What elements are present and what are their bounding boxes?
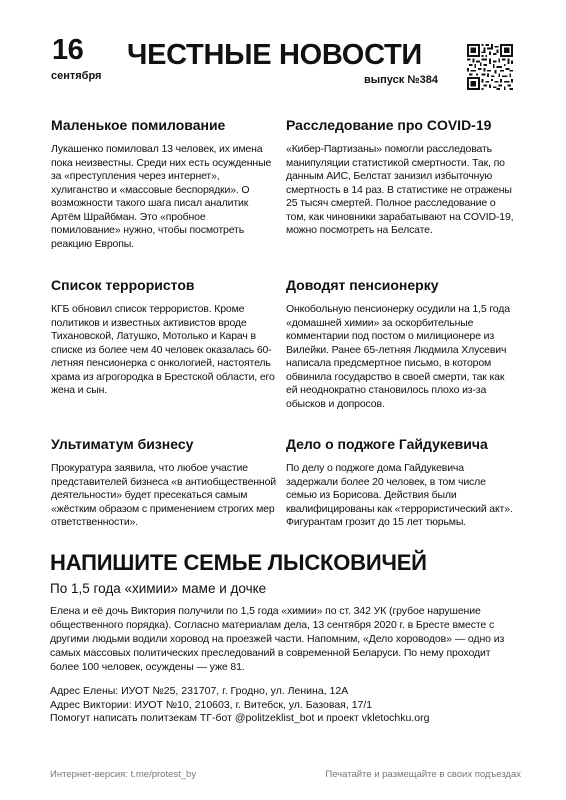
article-title: Список террористов	[51, 277, 195, 293]
article-pardon	[51, 117, 276, 251]
footer-web-link[interactable]: Интернет-версия: t.me/protest_by	[50, 769, 197, 780]
issue-month: сентября	[51, 70, 102, 82]
address-elena: Адрес Елены: ИУОТ №25, 231707, г. Гродно, ул. Ленина, 12А	[50, 685, 349, 697]
article-body: По делу о поджоге дома Гайдукевича задержали более 20 человек, в том числе семью из Борисова. Действия были квалифицированы как «террористический акт». Фигурантам грозит до 15 лет тюрьмы.	[286, 462, 513, 528]
qr-code-icon[interactable]	[467, 44, 513, 90]
article-body: Лукашенко помиловал 13 человек, их имена пока неизвестны. Среди них есть осужденные за «преступления через интернет», хулиганство и «массовые беспорядки». О возможности такого шага писал аналитик Артём Шрайбман. Это «пробное помилование» нужно, чтобы посмотреть реакцию Европы.	[51, 143, 272, 250]
feature-subtitle: По 1,5 года «химии» маме и дочке	[50, 581, 267, 596]
article-business-ultimatum	[51, 436, 276, 530]
article-title: Расследование про COVID-19	[286, 117, 492, 133]
article-title: Ультиматум бизнесу	[51, 436, 194, 452]
article-body: КГБ обновил список террористов. Кроме политиков и известных активистов вроде Тихановской, Латушко, Мотолько и Карач в списке из более чем 40 человек оказалась 60-летняя пенсионерка с онкологией, настоятель храма из агрогородка в Брестской области, его жена и сын.	[51, 303, 275, 396]
article-title: Доводят пенсионерку	[286, 277, 439, 293]
article-body: Онкобольную пенсионерку осудили на 1,5 года «домашней химии» за оскорбительные комментарии под постом о милиционере из Вилейки. Ранее 65-летняя Людмила Хлусевич написала предсмертное письмо, в котором обвинила государство в своей смерти, так как ей неоднократно становилось плохо из-за обысков и допросов.	[286, 303, 510, 410]
article-body: «Кибер-Партизаны» помогли расследовать манипуляции статистикой смертности. Так, по данным АИС, Белстат занизил избыточную смертность в 14 раз. В статистике не отражены 25 тысяч смертей. Полное расследование о том, как чиновники зарабатывают на COVID-19, можно посмотреть на Белсате.	[286, 143, 514, 236]
article-pensioner	[286, 277, 518, 411]
issue-number: выпуск №384	[364, 74, 438, 86]
article-terrorist-list	[51, 277, 276, 398]
article-covid-investigation	[286, 117, 518, 238]
article-arson-case	[286, 436, 518, 530]
masthead-title: ЧЕСТНЫЕ НОВОСТИ	[127, 39, 422, 71]
article-body: Прокуратура заявила, что любое участие представителей бизнеса «в антиобщественной деятельности» будет пресекаться самым «жёстким образом с применением строгих мер ответственности».	[51, 462, 276, 528]
article-title: Дело о поджоге Гайдукевича	[286, 436, 488, 452]
prison-addresses	[50, 685, 520, 726]
address-viktoria: Адрес Виктории: ИУОТ №10, 210603, г. Витебск, ул. Базовая, 17/1	[50, 698, 373, 711]
help-line: Помогут написать политзекам ТГ-бот @politzeklist_bot и проект vkletochku.org	[50, 712, 430, 724]
article-title: Маленькое помилование	[51, 117, 226, 133]
feature-title: НАПИШИТЕ СЕМЬЕ ЛЫСКОВИЧЕЙ	[50, 550, 427, 575]
footer-print-note: Печатайте и размещайте в своих подъездах	[325, 769, 521, 780]
feature-body: Елена и её дочь Виктория получили по 1,5 года «химии» по ст. 342 УК (грубое нарушение общественного порядка). Согласно материалам дела, 13 сентября 2020 г. в Бресте вместе с другими людьми водили хоровод на проезжей части. Напомним, «Дело хороводов» — одно из самых массовых политических преследований в современной Беларуси. По нему проходит более 100 человек, осуждены — уже 81.	[50, 605, 505, 673]
issue-day: 16	[52, 34, 84, 66]
